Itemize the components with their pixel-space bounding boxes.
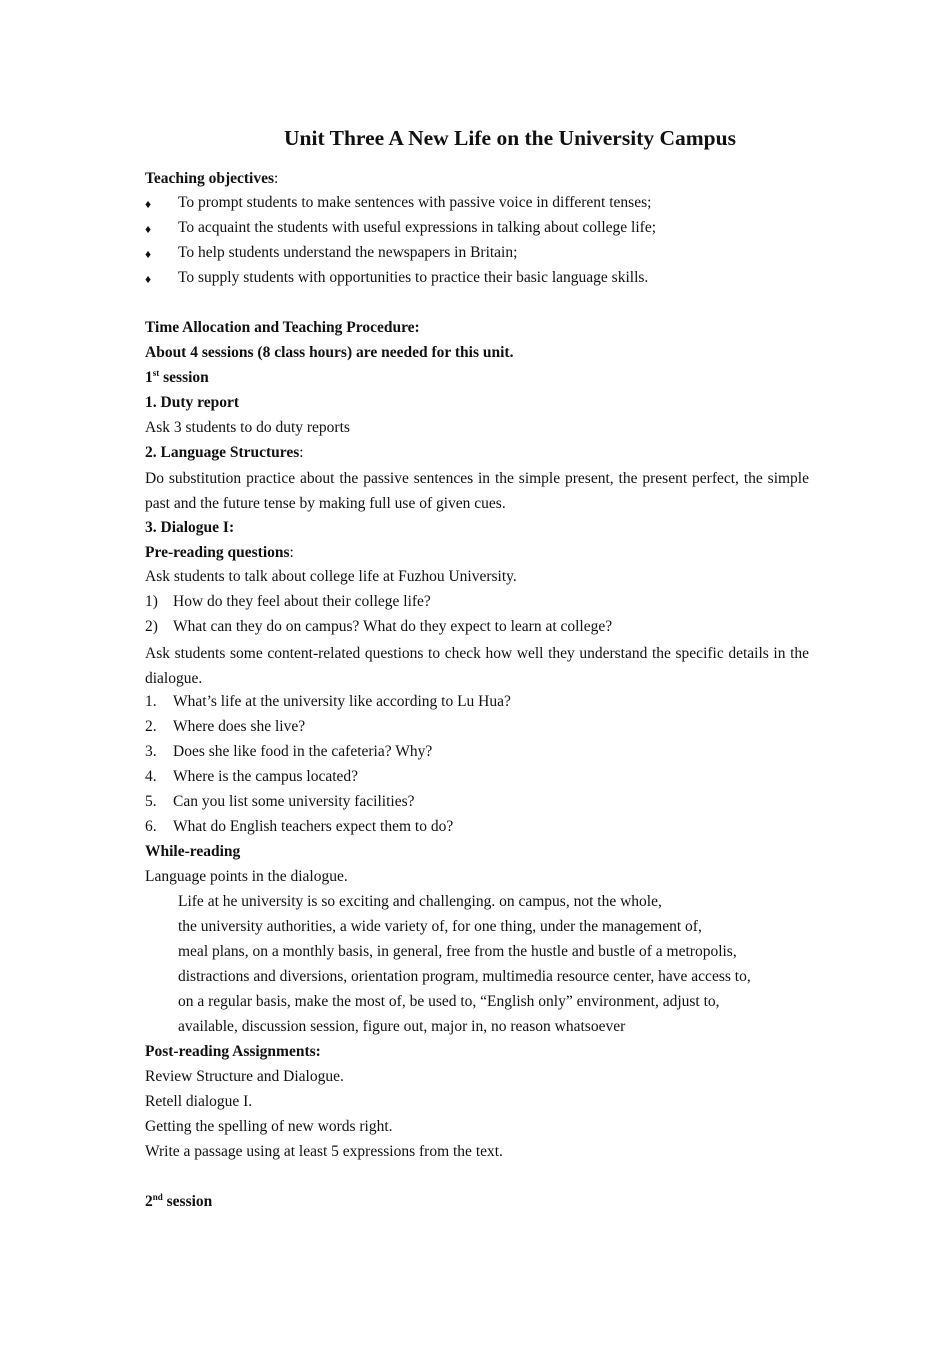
specific-question-text: What do English teachers expect them to do? [173, 818, 454, 835]
objective-item: To help students understand the newspapers in Britain; [178, 244, 518, 261]
bullet-icon: ♦ [145, 197, 152, 211]
structures-colon: : [299, 444, 304, 461]
question-text: What can they do on campus? What do they expect to learn at college? [173, 618, 613, 635]
question-number: 2) [145, 618, 158, 635]
prereading-intro: Ask students to talk about college life at Fuzhou University. [145, 568, 517, 585]
session-1-ordinal: st [152, 368, 160, 378]
language-points-line: meal plans, on a monthly basis, in general, free from the hustle and bustle of a metropolis, [178, 943, 737, 960]
specific-question-text: Where does she live? [173, 718, 306, 735]
bullet-icon: ♦ [145, 247, 152, 261]
language-points-line: on a regular basis, make the most of, be used to, “English only” environment, adjust to, [178, 993, 720, 1010]
session-1-label: session [163, 369, 209, 386]
time-allocation-heading: Time Allocation and Teaching Procedure: [145, 319, 420, 336]
specific-questions-intro: Ask students some content-related questions to check how well they understand the specific details in the dialogue. [145, 645, 809, 687]
objectives-heading: Teaching objectives [145, 170, 275, 187]
specific-question-number: 1. [145, 693, 157, 710]
session-2-heading [145, 1192, 212, 1212]
bullet-icon: ♦ [145, 272, 152, 286]
objectives-heading-line [145, 169, 278, 189]
session-2-ordinal: nd [152, 1192, 163, 1202]
language-points-line: distractions and diversions, orientation program, multimedia resource center, have access to, [178, 968, 751, 985]
session-2-number: 2 [145, 1193, 153, 1210]
assignment-item: Retell dialogue I. [145, 1093, 253, 1110]
page-title: Unit Three A New Life on the University Campus [284, 126, 736, 150]
specific-question-number: 5. [145, 793, 157, 810]
structures-heading: 2. Language Structures [145, 444, 300, 461]
language-points-line: available, discussion session, figure out, major in, no reason whatsoever [178, 1018, 626, 1035]
specific-question-number: 4. [145, 768, 157, 785]
specific-question-number: 2. [145, 718, 157, 735]
specific-question-text: Does she like food in the cafeteria? Why? [173, 743, 433, 760]
prereading-colon: : [289, 544, 294, 561]
postreading-heading: Post-reading Assignments: [145, 1043, 321, 1060]
session-1-heading [145, 368, 209, 388]
question-text: How do they feel about their college life? [173, 593, 431, 610]
sessions-note: About 4 sessions (8 class hours) are needed for this unit. [145, 344, 514, 361]
assignment-item: Getting the spelling of new words right. [145, 1118, 393, 1135]
specific-question-text: Where is the campus located? [173, 768, 359, 785]
specific-question-number: 3. [145, 743, 157, 760]
objective-item: To prompt students to make sentences with passive voice in different tenses; [178, 194, 652, 211]
structures-heading-line [145, 443, 304, 463]
whilereading-intro: Language points in the dialogue. [145, 868, 348, 885]
duty-report-text: Ask 3 students to do duty reports [145, 419, 350, 436]
duty-report-heading: 1. Duty report [145, 394, 239, 411]
session-2-label: session [166, 1193, 213, 1210]
session-1-number: 1 [145, 369, 153, 386]
prereading-heading-line [145, 543, 294, 563]
structures-text: Do substitution practice about the passive sentences in the simple present, the present perfect, the simple past and the future tense by making full use of given cues. [145, 470, 809, 512]
dialogue-heading: 3. Dialogue I: [145, 519, 235, 536]
language-points-line: the university authorities, a wide variety of, for one thing, under the management of, [178, 918, 702, 935]
specific-question-text: What’s life at the university like according to Lu Hua? [173, 693, 511, 710]
specific-question-text: Can you list some university facilities? [173, 793, 415, 810]
assignment-item: Write a passage using at least 5 expressions from the text. [145, 1143, 503, 1160]
objectives-colon: : [274, 170, 279, 187]
whilereading-heading: While-reading [145, 843, 241, 860]
assignment-item: Review Structure and Dialogue. [145, 1068, 344, 1085]
objective-item: To supply students with opportunities to practice their basic language skills. [178, 269, 649, 286]
objective-item: To acquaint the students with useful expressions in talking about college life; [178, 219, 657, 236]
prereading-heading: Pre-reading questions [145, 544, 290, 561]
question-number: 1) [145, 593, 158, 610]
bullet-icon: ♦ [145, 222, 152, 236]
specific-question-number: 6. [145, 818, 157, 835]
language-points-line: Life at he university is so exciting and challenging. on campus, not the whole, [178, 893, 662, 910]
